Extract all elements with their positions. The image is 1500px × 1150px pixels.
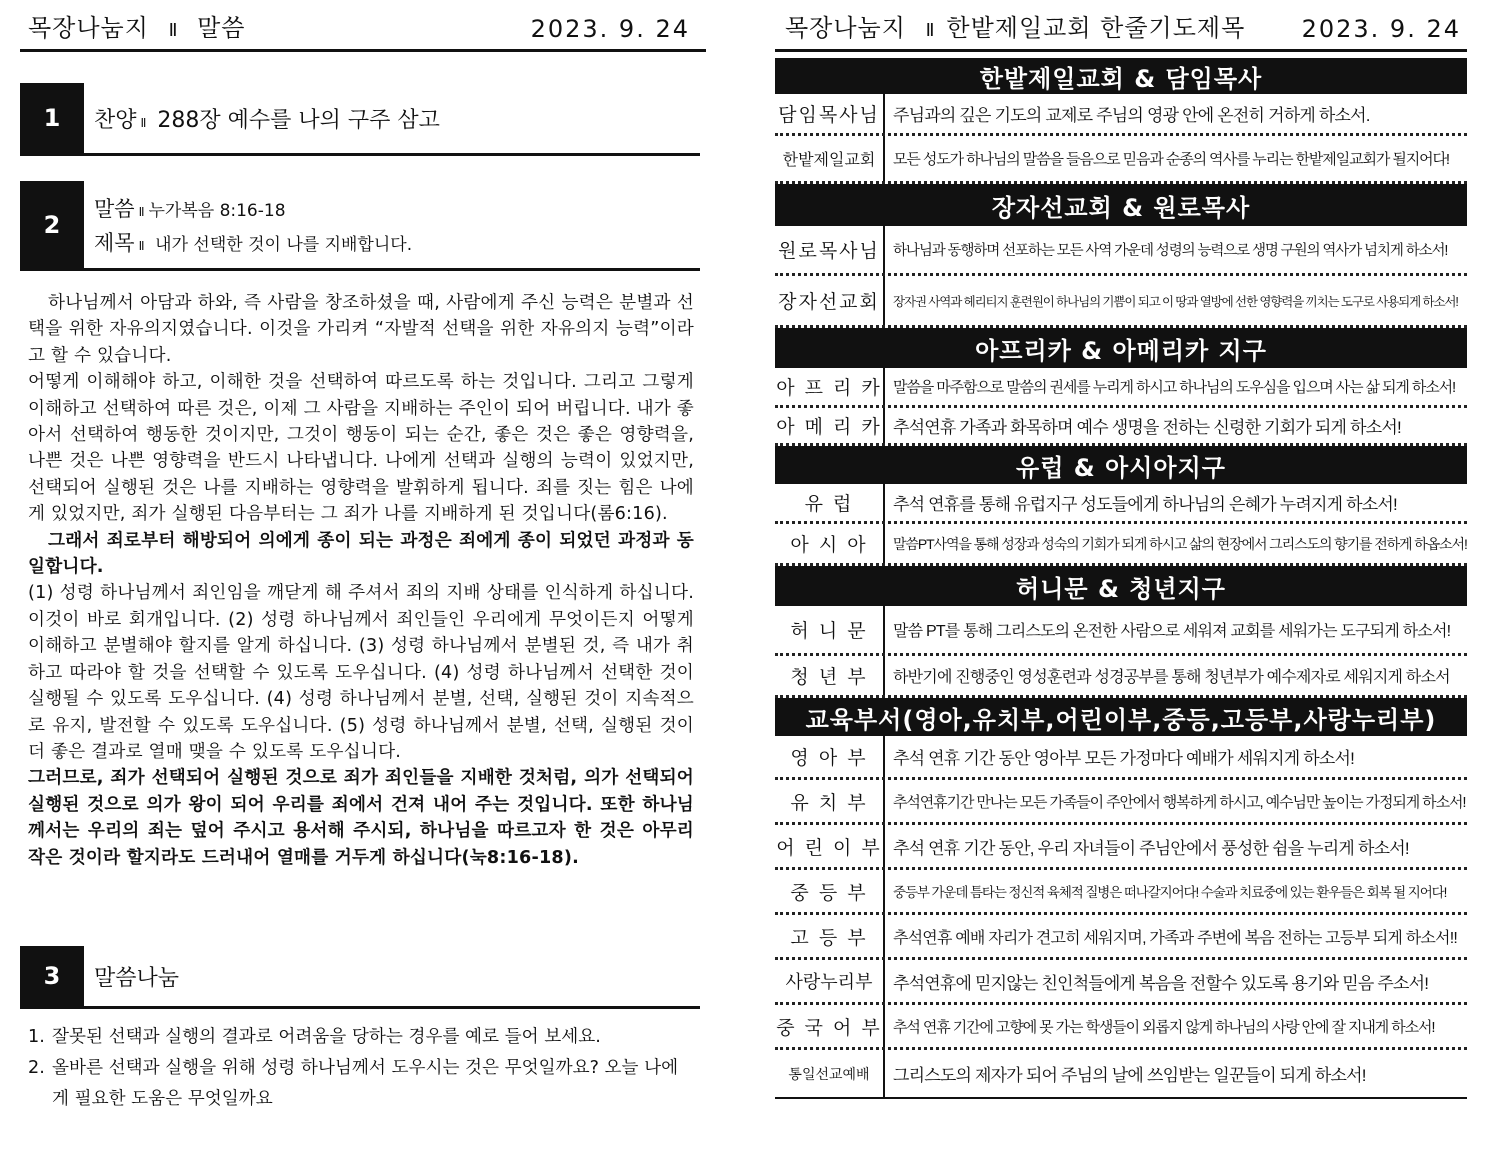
group-heading: 아프리카 & 아메리카 지구 bbox=[775, 328, 1467, 368]
row-prayer: 그리스도의 제자가 되어 주님의 날에 쓰임받는 일꾼들이 되게 하소서! bbox=[893, 1066, 1366, 1085]
row-prayer: 추석 연휴 기간에 고향에 못 가는 학생들이 외롭지 않게 하나님의 사랑 안에 잘 지내게 하소서! bbox=[893, 1018, 1435, 1036]
section-1-text: 288장 예수를 나의 구주 삼고 bbox=[157, 107, 440, 133]
row-label: 중 국 어 부 bbox=[775, 1005, 885, 1047]
row-prayer: 주님과의 깊은 기도의 교제로 주님의 영광 안에 온전히 거하게 하소서. bbox=[893, 106, 1370, 125]
prayer-row bbox=[775, 780, 1467, 825]
section-2-separator-2: Ⅱ bbox=[138, 238, 145, 253]
row-prayer: 추석연휴에 믿지않는 친인척들에게 복음을 전할수 있도록 용기와 믿음 주소서! bbox=[893, 973, 1429, 993]
row-prayer: 모든 성도가 하나님의 말씀을 들음으로 믿음과 순종의 역사를 누리는 한밭제일교회가 될지어다! bbox=[893, 151, 1449, 168]
discussion-questions bbox=[28, 1022, 694, 1115]
prayer-row bbox=[775, 960, 1467, 1005]
group-heading: 교육부서(영아,유치부,어린이부,중등,고등부,사랑누리부) bbox=[775, 698, 1467, 736]
prayer-row bbox=[775, 606, 1467, 656]
question-item bbox=[28, 1053, 694, 1115]
row-prayer: 장자권 사역과 헤리티지 훈련원이 하나님의 기쁨이 되고 이 땅과 열방에 선한 영향력을 끼치는 도구로 사용되게 하소서! bbox=[893, 294, 1458, 309]
prayer-table bbox=[775, 58, 1467, 1099]
left-header-section: 말씀 bbox=[197, 14, 246, 42]
left-header bbox=[20, 12, 706, 52]
sermon-paragraph-4: (1) 성령 하나님께서 죄인임을 깨닫게 해 주셔서 죄의 지배 상태를 인식하게 하십니다. 이것이 바로 회개입니다. (2) 성령 하나님께서 죄인들인 우리에게 무엇이든지 어떻게 이해하고 분별해야 할지를 알게 하십니다. (3) 성령 하나님께서 분별된 것, 즉 내가 취하고 따라야 할 것을 선택할 수 있도록 도우십니다. (4) 성령 하나님께서 선택한 것이 실행될 수 있도록 도우십니다. (4) 성령 하나님께서 분별, 선택, 실행된 것이 지속적으로 유지, 발전할 수 있도록 도우십니다. (5) 성령 하나님께서 분별, 선택, 실행된 것이 더 좋은 결과로 열매 맺을 수 있도록 도우십니다. bbox=[28, 583, 694, 762]
prayer-row bbox=[775, 408, 1467, 446]
row-label: 고 등 부 bbox=[775, 915, 885, 957]
prayer-row bbox=[775, 484, 1467, 524]
row-label: 장자선교회 bbox=[775, 276, 885, 325]
row-prayer: 추석연휴기간 만나는 모든 가족들이 주안에서 행복하게 하시고, 예수님만 높이는 가정되게 하소서! bbox=[893, 793, 1466, 811]
prayer-row bbox=[775, 1005, 1467, 1050]
right-header-title: 목장나눔지 bbox=[785, 14, 906, 42]
sermon-paragraph-5: 그러므로, 죄가 선택되어 실행된 것으로 죄가 죄인들을 지배한 것처럼, 의가 선택되어 실행된 것으로 의가 왕이 되어 우리를 죄에서 건져 내어 주는 것입니다. 또한 하나님께서는 우리의 죄는 덮어 주시고 용서해 주시되, 하나님을 따르고자 한 것은 아무리 작은 것이라 할지라도 드러내어 열매를 거두게 하십니다(눅8:16-18). bbox=[28, 768, 694, 868]
prayer-row bbox=[775, 915, 1467, 960]
right-header-section: 한밭제일교회 한줄기도제목 bbox=[946, 14, 1246, 42]
prayer-row bbox=[775, 825, 1467, 870]
group-heading: 허니문 & 청년지구 bbox=[775, 566, 1467, 606]
row-label: 영 아 부 bbox=[775, 736, 885, 777]
row-label: 아 시 아 bbox=[775, 524, 885, 563]
right-page bbox=[775, 0, 1467, 1150]
group-heading: 유럽 & 아시아지구 bbox=[775, 446, 1467, 484]
sermon-paragraph-2: 어떻게 이해해야 하고, 이해한 것을 선택하여 따르도록 하는 것입니다. 그리고 그렇게 이해하고 선택하여 따른 것은, 이제 그 사람을 지배하는 주인이 되어 버립니다. 내가 좋아서 선택하여 행동한 것이지만, 그것이 행동이 되는 순간, 좋은 것은 좋은 영향력을, 나쁜 것은 나쁜 영향력을 반드시 나타냅니다. 나에게 선택과 실행의 능력이 있었지만, 선택되어 실행된 것은 나를 지배하는 영향력을 발휘하게 됩니다. 죄를 짓는 힘은 나에게 있었지만, 죄가 실행된 다음부터는 그 죄가 나를 지배하게 된 것입니다(롬6:16). bbox=[28, 372, 694, 525]
row-prayer: 중등부 가운데 틈타는 정신적 육체적 질병은 떠나갈지어다! 수술과 치료중에 있는 환우들은 회복 될 지어다! bbox=[893, 885, 1447, 900]
prayer-row bbox=[775, 276, 1467, 328]
row-label: 사랑누리부 bbox=[775, 960, 885, 1002]
section-1-separator: Ⅱ bbox=[140, 115, 147, 130]
row-prayer: 추석연휴 예배 자리가 견고히 세워지며, 가족과 주변에 복음 전하는 고등부 되게 하소서!! bbox=[893, 929, 1457, 947]
row-label: 중 등 부 bbox=[775, 870, 885, 912]
prayer-row bbox=[775, 524, 1467, 566]
prayer-row bbox=[775, 870, 1467, 915]
section-3-sharing bbox=[20, 946, 700, 1009]
row-label: 한밭제일교회 bbox=[775, 136, 885, 181]
right-header bbox=[775, 12, 1467, 52]
section-2-scripture-ref: 누가복음 8:16-18 bbox=[148, 200, 286, 221]
prayer-row bbox=[775, 226, 1467, 276]
left-header-separator: Ⅱ bbox=[168, 20, 178, 41]
row-prayer: 말씀PT사역을 통해 성장과 성숙의 기회가 되게 하시고 삶의 현장에서 그리스도의 향기를 전하게 하옵소서! bbox=[893, 535, 1467, 552]
section-3-number: 3 bbox=[20, 946, 84, 1006]
right-header-separator: Ⅱ bbox=[925, 20, 935, 41]
group-heading: 장자선교회 & 원로목사 bbox=[775, 184, 1467, 226]
left-header-date: 2023. 9. 24 bbox=[530, 15, 690, 43]
row-prayer: 말씀 PT를 통해 그리스도의 온전한 사람으로 세워져 교회를 세워가는 도구되게 하소서! bbox=[893, 623, 1451, 640]
question-number: 2. bbox=[28, 1058, 45, 1078]
row-label: 아 메 리 카 bbox=[775, 408, 885, 443]
row-prayer: 추석 연휴 기간 동안, 우리 자녀들이 주님안에서 풍성한 쉼을 누리게 하소서! bbox=[893, 838, 1409, 858]
section-2-label-scripture: 말씀 bbox=[94, 196, 135, 221]
left-header-title: 목장나눔지 bbox=[28, 14, 149, 42]
question-text: 올바른 선택과 실행을 위해 성령 하나님께서 도우시는 것은 무엇일까요? 오늘 나에게 필요한 도움은 무엇일까요 bbox=[52, 1058, 679, 1109]
question-item bbox=[28, 1022, 694, 1053]
question-number: 1. bbox=[28, 1027, 45, 1047]
row-label: 유 럽 bbox=[775, 484, 885, 521]
prayer-row bbox=[775, 736, 1467, 780]
row-prayer: 말씀을 마주함으로 말씀의 권세를 누리게 하시고 하나님의 도우심을 입으며 사는 삶 되게 하소서! bbox=[893, 379, 1456, 396]
section-1-number: 1 bbox=[20, 83, 84, 153]
section-1-hymn bbox=[20, 83, 700, 156]
row-label: 담임목사님 bbox=[775, 94, 885, 133]
group-heading: 한밭제일교회 & 담임목사 bbox=[775, 58, 1467, 94]
row-prayer: 추석 연휴 기간 동안 영아부 모든 가정마다 예배가 세워지게 하소서! bbox=[893, 749, 1355, 768]
question-text: 잘못된 선택과 실행의 결과로 어려움을 당하는 경우를 예로 들어 보세요. bbox=[52, 1027, 601, 1047]
row-prayer: 추석 연휴를 통해 유럽지구 성도들에게 하나님의 은혜가 누려지게 하소서! bbox=[893, 495, 1397, 514]
prayer-row bbox=[775, 1050, 1467, 1097]
prayer-row bbox=[775, 136, 1467, 184]
row-prayer: 하나님과 동행하며 선포하는 모든 사역 가운데 성령의 능력으로 생명 구원의 역사가 넘치게 하소서! bbox=[893, 243, 1448, 259]
section-3-title: 말씀나눔 bbox=[94, 965, 180, 991]
section-2-label-title: 제목 bbox=[94, 230, 135, 255]
row-label: 원로목사님 bbox=[775, 226, 885, 273]
row-prayer: 하반기에 진행중인 영성훈련과 성경공부를 통해 청년부가 예수제자로 세워지게 하소서 bbox=[893, 669, 1450, 686]
sermon-paragraph-3: 그래서 죄로부터 해방되어 의에게 종이 되는 과정은 죄에게 종이 되었던 과정과 동일합니다. bbox=[28, 530, 694, 578]
prayer-row bbox=[775, 368, 1467, 408]
row-label: 청 년 부 bbox=[775, 656, 885, 695]
section-1-label: 찬양 bbox=[94, 107, 137, 133]
section-2-separator-1: Ⅱ bbox=[138, 204, 145, 219]
row-label: 통일선교예배 bbox=[775, 1050, 885, 1097]
row-label: 유 치 부 bbox=[775, 780, 885, 822]
prayer-row bbox=[775, 94, 1467, 136]
prayer-row bbox=[775, 656, 1467, 698]
row-prayer: 추석연휴 가족과 화목하며 예수 생명을 전하는 신령한 기회가 되게 하소서! bbox=[893, 418, 1401, 437]
left-page bbox=[20, 0, 706, 1150]
row-label: 어 린 이 부 bbox=[775, 825, 885, 867]
section-2-sermon-title: 내가 선택한 것이 나를 지배합니다. bbox=[155, 234, 413, 255]
section-2-number: 2 bbox=[20, 181, 84, 268]
row-label: 아 프 리 카 bbox=[775, 368, 885, 405]
sermon-paragraph-1: 하나님께서 아담과 하와, 즉 사람을 창조하셨을 때, 사람에게 주신 능력은 분별과 선택을 위한 자유의지였습니다. 이것을 가리켜 “자발적 선택을 위한 자유의지 능력”이라고 할 수 있습니다. bbox=[28, 293, 694, 366]
sermon-text bbox=[28, 290, 694, 871]
section-2-scripture bbox=[20, 181, 700, 271]
right-header-date: 2023. 9. 24 bbox=[1301, 15, 1461, 43]
row-label: 허 니 문 bbox=[775, 606, 885, 653]
